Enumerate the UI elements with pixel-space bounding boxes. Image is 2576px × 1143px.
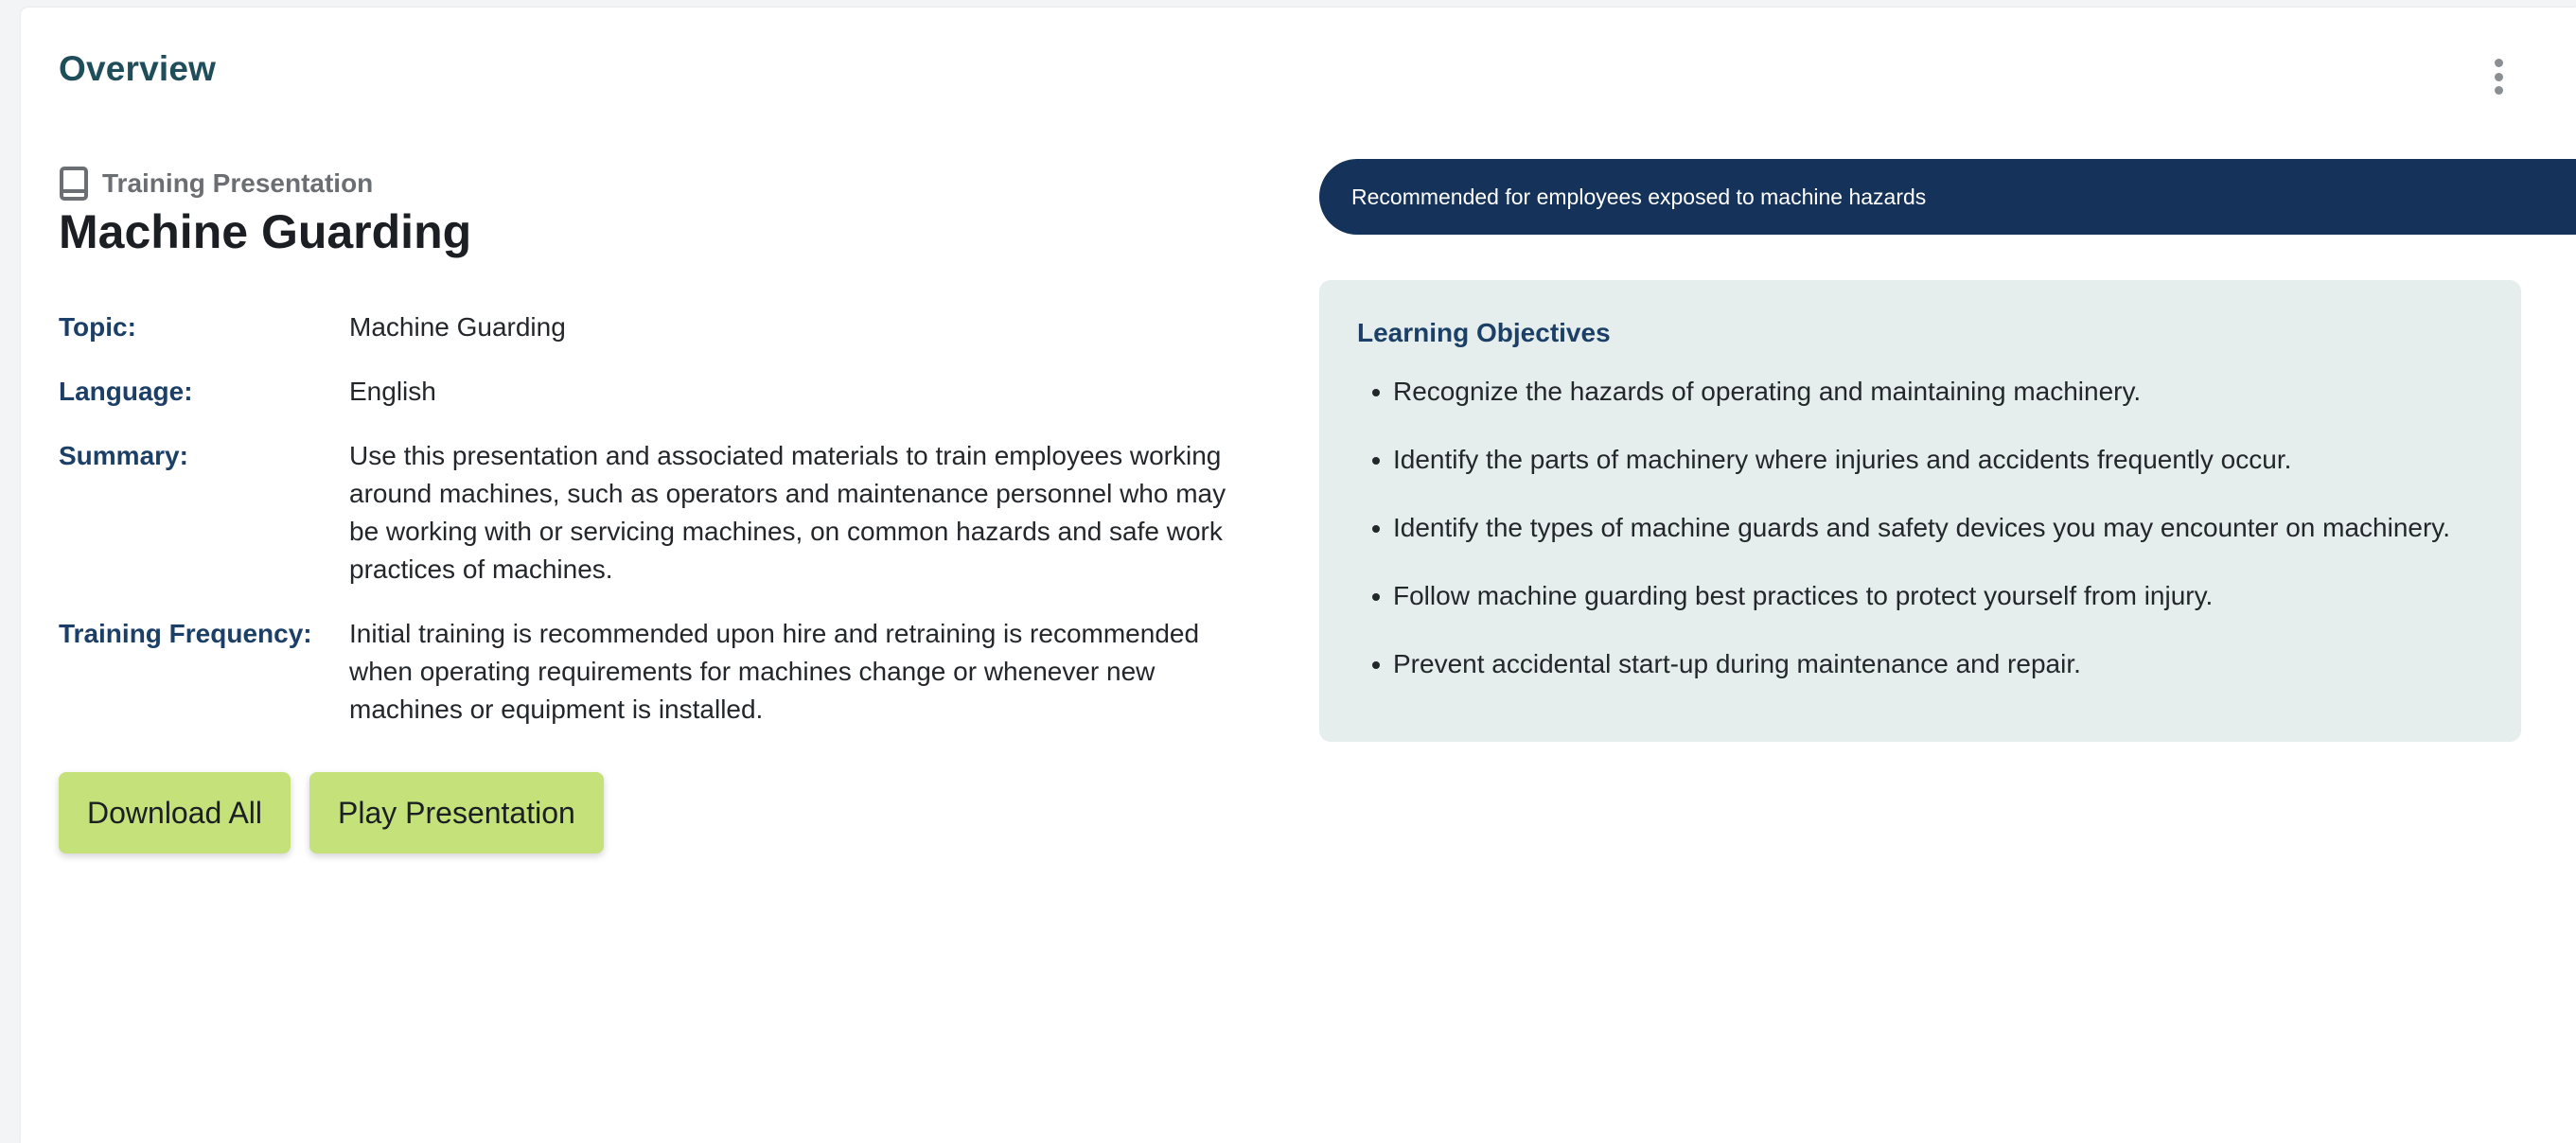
material-type-label: Training Presentation: [102, 168, 374, 198]
objective-item: [1357, 577, 2483, 615]
play-presentation-button[interactable]: Play Presentation: [309, 772, 604, 853]
objective-text: Identify the types of machine guards and safety devices you may encounter on machinery.: [1393, 513, 2450, 542]
more-options-icon[interactable]: [2481, 53, 2515, 100]
objectives-title: Learning Objectives: [1357, 318, 1611, 347]
learning-objectives-panel: [1319, 280, 2521, 742]
objectives-list: [1357, 373, 2483, 683]
detail-value: Machine Guarding: [349, 312, 566, 342]
download-all-button[interactable]: Download All: [59, 772, 291, 853]
bullet-icon: [1372, 389, 1380, 396]
kebab-dot: [2495, 59, 2503, 67]
detail-row-training-frequency: [59, 615, 1289, 729]
bullet-icon: [1372, 525, 1380, 533]
recommendation-banner: Recommended for employees exposed to machine hazards: [1319, 159, 2576, 235]
bullet-icon: [1372, 457, 1380, 465]
detail-row-language: [59, 373, 1289, 411]
objective-text: Recognize the hazards of operating and maintaining machinery.: [1393, 377, 2142, 406]
material-type: [59, 167, 373, 201]
objective-item: [1357, 441, 2483, 479]
detail-row-summary: [59, 437, 1289, 589]
kebab-dot: [2495, 86, 2503, 95]
detail-value: Initial training is recommended upon hire and retraining is recommended when operating requirements for machines change or whenever new machines or equipment is installed.: [349, 619, 1200, 724]
detail-key: Language:: [59, 377, 193, 406]
objective-item: [1357, 645, 2483, 683]
objective-item: [1357, 509, 2483, 547]
detail-value: Use this presentation and associated materials to train employees working around machines, such as operators and maintenance personnel who may be working with or servicing machines, on common hazards and safe work practices of machines.: [349, 441, 1226, 584]
objective-text: Follow machine guarding best practices to protect yourself from injury.: [1393, 581, 2214, 610]
kebab-dot: [2495, 73, 2503, 81]
objective-text: Identify the parts of machinery where injuries and accidents frequently occur.: [1393, 445, 2292, 474]
bullet-icon: [1372, 593, 1380, 601]
card-title: Overview: [59, 49, 217, 88]
book-icon: [59, 167, 89, 201]
detail-row-topic: [59, 308, 1289, 346]
detail-value: English: [349, 377, 436, 406]
detail-key: Summary:: [59, 441, 188, 470]
detail-key: Training Frequency:: [59, 619, 312, 648]
detail-key: Topic:: [59, 312, 136, 342]
bullet-icon: [1372, 661, 1380, 669]
overview-card: [21, 8, 2576, 1143]
objective-item: [1357, 373, 2483, 411]
objective-text: Prevent accidental start-up during maintenance and repair.: [1393, 649, 2081, 678]
material-title: Machine Guarding: [59, 205, 472, 258]
details-list: [59, 308, 1289, 755]
action-buttons: [59, 772, 604, 853]
